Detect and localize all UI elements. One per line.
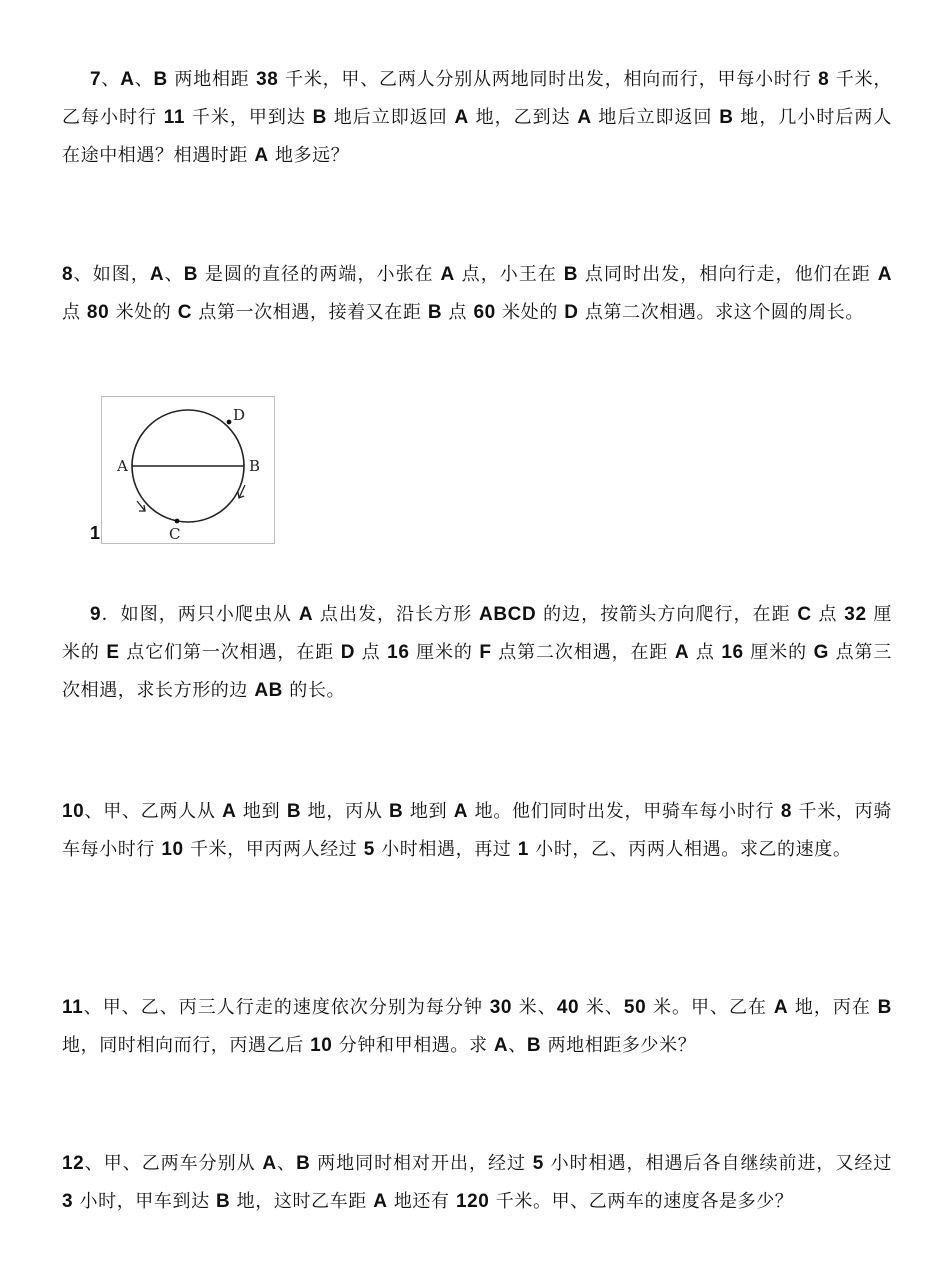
label-c: C xyxy=(169,525,181,543)
text: 地到 xyxy=(403,801,454,822)
text: F xyxy=(479,642,492,663)
text: G xyxy=(813,642,829,663)
text: A xyxy=(149,264,165,285)
text: 点 xyxy=(811,604,845,625)
text: D xyxy=(564,302,579,323)
text: 1 xyxy=(517,839,529,860)
text: B xyxy=(312,107,327,128)
problem-number: 8 xyxy=(62,264,74,285)
point-d xyxy=(227,420,232,425)
text: 点同时出发，相向行走，他们在距 xyxy=(578,264,878,285)
text: 点它们第一次相遇，在距 xyxy=(119,642,341,663)
circle-diagram xyxy=(101,396,275,544)
text: 点第三次相遇，求长方形的边 xyxy=(62,642,892,701)
text: 点 xyxy=(62,302,87,323)
text: B xyxy=(526,1035,542,1056)
text: A xyxy=(493,1035,509,1056)
text: B xyxy=(153,69,168,90)
text: B xyxy=(296,1153,311,1174)
text: 、 xyxy=(508,1035,527,1056)
arrow-b-icon xyxy=(238,485,245,498)
text: 地。他们同时出发，甲骑车每小时行 xyxy=(468,801,781,822)
circle-diagram-svg xyxy=(102,397,274,543)
text: D xyxy=(340,642,356,663)
text: 地后立即返回 xyxy=(591,107,720,128)
text: 3 xyxy=(62,1191,74,1212)
text: 两地相距 xyxy=(167,69,257,90)
text: 地，乙到达 xyxy=(468,107,578,128)
text: 米处的 xyxy=(495,302,565,323)
text: 11 xyxy=(163,107,186,128)
text: 5 xyxy=(363,839,375,860)
text: 40 xyxy=(556,997,580,1018)
text: 、 xyxy=(164,264,184,285)
text: 5 xyxy=(532,1153,544,1174)
text: 厘米的 xyxy=(62,604,893,663)
text: 点 xyxy=(355,642,388,663)
problem-number: 7 xyxy=(90,69,102,90)
problem-9 xyxy=(62,596,892,710)
text: 小时，甲车到达 xyxy=(73,1191,217,1212)
text: 千米，乙每小时行 xyxy=(62,69,892,128)
text: 地，几小时后两人在途中相遇？相遇时距 xyxy=(62,107,892,166)
text: 米、 xyxy=(579,997,624,1018)
problem-number: 9 xyxy=(90,604,102,625)
text: A xyxy=(453,801,469,822)
text: ．如图，两只小爬虫从 xyxy=(101,604,299,625)
text: 16 xyxy=(721,642,744,663)
text: A xyxy=(298,604,314,625)
text: 米处的 xyxy=(109,302,178,323)
text: 厘米的 xyxy=(409,642,480,663)
problem-11 xyxy=(62,989,892,1065)
text: 地，丙从 xyxy=(301,801,390,822)
problem-7 xyxy=(62,61,892,175)
text: C xyxy=(177,302,193,323)
text: B xyxy=(719,107,734,128)
text: A xyxy=(222,801,237,822)
text: 、 xyxy=(134,69,154,90)
text: 小时相遇，再过 xyxy=(374,839,518,860)
text: E xyxy=(106,642,120,663)
text: 、甲、乙、丙三人行走的速度依次分别为每分钟 xyxy=(83,997,490,1018)
text: B xyxy=(286,801,302,822)
problem-10 xyxy=(62,793,892,869)
text: 千米，丙骑车每小时行 xyxy=(62,801,893,860)
text: B xyxy=(877,997,892,1018)
text: 两地相距多少米？ xyxy=(541,1035,697,1056)
text: 千米，甲、乙两人分别从两地同时出发，相向而行，甲每小时行 xyxy=(278,69,819,90)
text: 千米，甲丙两人经过 xyxy=(183,839,364,860)
text: AB xyxy=(254,680,283,701)
text: 是圆的直径的两端，小张在 xyxy=(198,264,441,285)
text: B xyxy=(216,1191,231,1212)
label-a: A xyxy=(117,457,128,475)
point-c xyxy=(175,519,180,524)
text: 60 xyxy=(473,302,496,323)
text: A xyxy=(773,997,789,1018)
text: 10 xyxy=(161,839,184,860)
text: 点第二次相遇。求这个圆的周长。 xyxy=(578,302,864,323)
text: 千米。甲、乙两车的速度各是多少？ xyxy=(489,1191,794,1212)
text: 10 xyxy=(310,1035,333,1056)
text: 地，同时相向而行，丙遇乙后 xyxy=(62,1035,311,1056)
text: 点第二次相遇，在距 xyxy=(491,642,675,663)
text: 点，小王在 xyxy=(454,264,564,285)
figure-number: 1 xyxy=(90,523,101,543)
text: A xyxy=(577,107,592,128)
text: 点出发，沿长方形 xyxy=(313,604,480,625)
text: 地多远？ xyxy=(268,145,350,166)
text: ABCD xyxy=(479,604,537,625)
text: 、甲、乙两车分别从 xyxy=(84,1153,263,1174)
text: 地，这时乙车距 xyxy=(230,1191,374,1212)
text: 的长。 xyxy=(282,680,346,701)
text: A xyxy=(454,107,469,128)
text: 点第一次相遇，接着又在距 xyxy=(192,302,428,323)
text: 30 xyxy=(489,997,513,1018)
text: 小时，乙、丙两人相遇。求乙的速度。 xyxy=(528,839,852,860)
text: 、甲、乙两人从 xyxy=(84,801,223,822)
label-d: D xyxy=(233,406,246,424)
text: B xyxy=(389,801,404,822)
text: A xyxy=(120,69,135,90)
text: A xyxy=(877,264,893,285)
text: 8 xyxy=(818,69,830,90)
text: A xyxy=(254,145,269,166)
text: 点 xyxy=(442,302,474,323)
text: 50 xyxy=(623,997,647,1018)
text: 千米，甲到达 xyxy=(185,107,313,128)
arrow-a-icon xyxy=(137,501,145,511)
text: 16 xyxy=(387,642,410,663)
text: B xyxy=(183,264,199,285)
problem-12 xyxy=(62,1145,892,1221)
text: 分钟和甲相遇。求 xyxy=(332,1035,494,1056)
problem-number: 10 xyxy=(62,801,85,822)
text: 32 xyxy=(844,604,867,625)
text: A xyxy=(262,1153,277,1174)
text: 小时相遇，相遇后各自继续前进，又经过 xyxy=(543,1153,892,1174)
text: C xyxy=(797,604,812,625)
text: 38 xyxy=(256,69,279,90)
text: B xyxy=(563,264,579,285)
text: 80 xyxy=(86,302,110,323)
text: B xyxy=(427,302,443,323)
text: 、 xyxy=(276,1153,297,1174)
text: 、如图， xyxy=(73,264,150,285)
text: 地还有 xyxy=(387,1191,456,1212)
text: 8 xyxy=(780,801,792,822)
problem-number: 12 xyxy=(62,1153,85,1174)
text: 地，丙在 xyxy=(788,997,878,1018)
text: 的边，按箭头方向爬行，在距 xyxy=(536,604,798,625)
problem-number: 11 xyxy=(62,997,84,1018)
text: 厘米的 xyxy=(743,642,814,663)
text: 地到 xyxy=(236,801,287,822)
text: A xyxy=(440,264,455,285)
text: 、 xyxy=(101,69,121,90)
text: 米、 xyxy=(512,997,557,1018)
text: 米。甲、乙在 xyxy=(646,997,774,1018)
text: A xyxy=(674,642,690,663)
label-b: B xyxy=(249,457,261,475)
problem-8 xyxy=(62,256,892,332)
text: 两地同时相对开出，经过 xyxy=(310,1153,533,1174)
text: 点 xyxy=(689,642,722,663)
text: 120 xyxy=(455,1191,490,1212)
text: 地后立即返回 xyxy=(326,107,455,128)
text: A xyxy=(373,1191,388,1212)
